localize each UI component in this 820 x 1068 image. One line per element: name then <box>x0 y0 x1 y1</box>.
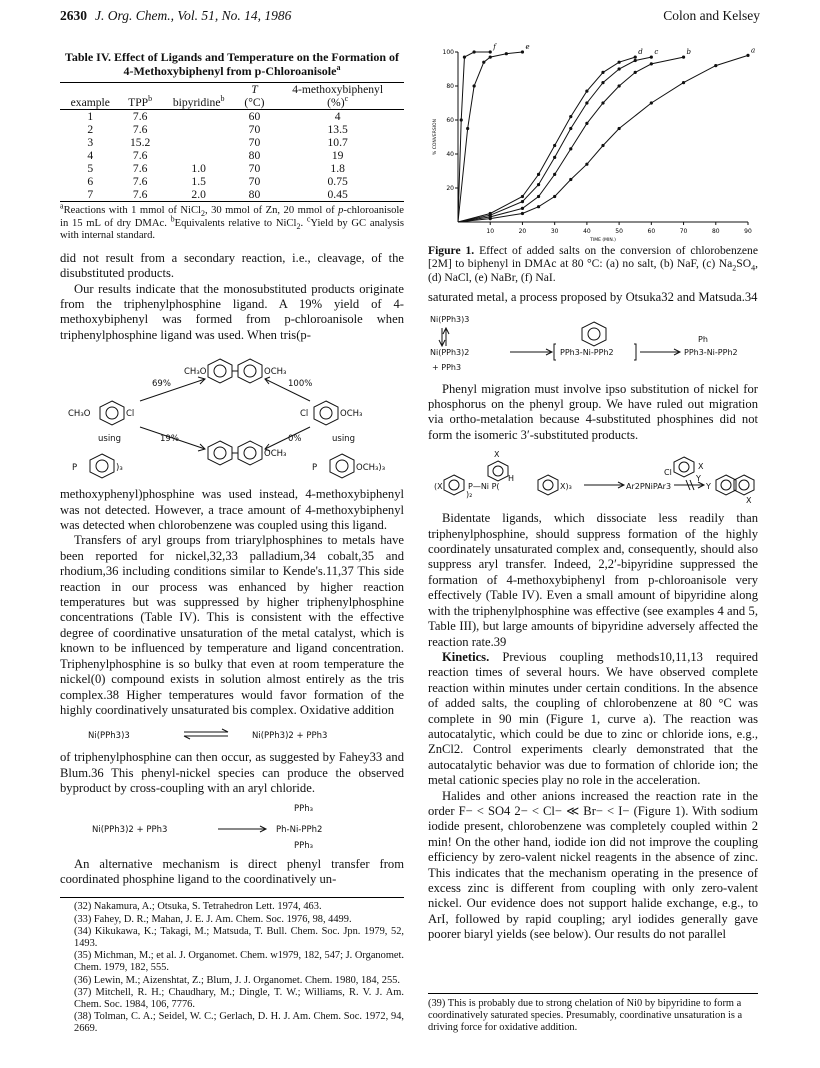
reference-item: (34) Kikukawa, K.; Takagi, M.; Matsuda, T. Bull. Chem. Soc. Jpn. 1979, 52, 1493. <box>74 925 404 949</box>
svg-text:P: P <box>312 463 318 474</box>
data-point <box>521 195 524 198</box>
th-tpp: TPP$^b$ <box>121 96 160 110</box>
scheme-ligand-comparison <box>60 349 404 481</box>
pct-bot-left: 19% <box>160 434 179 445</box>
table-cell: 1 <box>87 110 94 123</box>
table-row <box>60 110 404 124</box>
svg-text:Cl: Cl <box>664 468 672 478</box>
svg-text:Cl: Cl <box>300 409 309 420</box>
reference-item: (37) Mitchell, R. H.; Chaudhary, M.; Dingle, T. W.; Williams, R. V. J. Am. Chem. Soc. 1984, 106, 7776. <box>74 986 404 1010</box>
left-paragraph-3: methoxyphenyl)phosphine was used instead, 4-methoxybiphenyl was not detected. However, a trace amount of 4-methoxybiphenyl was detected when chlorobenzene was coupled using this ligand. <box>60 487 404 533</box>
data-point <box>585 90 588 93</box>
th-yield: (%)$^c$ <box>271 96 404 110</box>
data-point <box>521 207 524 210</box>
table-cell: 19 <box>331 149 344 162</box>
table-title: Table IV. Effect of Ligands and Temperature on the Formation of 4-Methoxybiphenyl from p-Chloroanisole$^a$ <box>64 50 400 78</box>
page-number: 2630 <box>60 8 87 23</box>
y-tick-label: 40 <box>446 151 454 158</box>
svg-text:P: P <box>72 463 78 474</box>
table-cell <box>160 149 238 162</box>
left-paragraph-6: An alternative mechanism is direct phenyl transfer from coordinated phosphine ligand to the coordinatively un- <box>60 856 404 886</box>
data-point <box>505 52 508 55</box>
data-point <box>537 173 540 176</box>
svg-text:)₂: )₂ <box>466 490 473 500</box>
svg-text:CH₃O: CH₃O <box>184 367 207 378</box>
data-point <box>521 212 524 215</box>
data-point <box>585 101 588 104</box>
data-point <box>489 212 492 215</box>
data-point <box>601 81 604 84</box>
table-cell: 5 <box>87 162 94 175</box>
svg-text:X: X <box>746 496 752 506</box>
data-point <box>489 50 492 53</box>
table-cell: 1.8 <box>330 162 345 175</box>
table-cell: 10.7 <box>327 136 348 149</box>
figure-caption: Figure 1. Effect of added salts on the conversion of chlorobenzene [2M] to biphenyl in DMAc at 80 °C: (a) no salt, (b) NaF, (c) $Na_2SO_4$, (d) NaCl, (e) NaBr, (f) NaI. <box>428 244 758 284</box>
table-cell: 2 <box>87 123 94 136</box>
svg-text:OCH₃: OCH₃ <box>264 449 287 460</box>
data-point <box>618 127 621 130</box>
right-paragraph-1: saturated metal, a process proposed by Otsuka32 and Matsuda.34 <box>428 290 758 305</box>
svg-text:X: X <box>494 450 500 460</box>
scheme2-right: PPh3-Ni-PPh2 <box>684 347 738 357</box>
series-label: a <box>751 46 756 55</box>
table-cell: 70 <box>248 123 261 136</box>
table-cell: 60 <box>248 110 261 123</box>
th-bipyridine: bipyridine$^b$ <box>160 96 238 110</box>
svg-text:Cl: Cl <box>126 409 135 420</box>
eq1-left: Ni(PPh3)3 <box>88 731 130 742</box>
series-line-b <box>458 57 684 222</box>
equation-dissociation <box>60 724 404 744</box>
table-row <box>60 149 404 162</box>
x-tick-label: 30 <box>550 228 559 235</box>
data-point <box>585 122 588 125</box>
data-point <box>553 156 556 159</box>
data-point <box>634 71 637 74</box>
scheme-ligand-svg <box>60 349 404 481</box>
x-tick-label: 10 <box>486 228 495 235</box>
data-point <box>650 62 653 65</box>
series-label: e <box>525 43 530 51</box>
data-point <box>521 200 524 203</box>
equation-oxidative-addition <box>60 803 404 851</box>
scheme-ipso-substitution <box>428 449 758 505</box>
left-column <box>60 44 404 1036</box>
series-label: c <box>654 48 659 57</box>
x-axis-label: TIME (MIN.) <box>590 238 616 243</box>
scheme2-top: Ni(PPh3)3 <box>430 314 470 324</box>
data-point <box>460 118 463 121</box>
right-paragraph-3: Bidentate ligands, which dissociate less readily than triphenylphosphine, should suppress formation of the highly coordinately unsaturated complex and, consequently, should also suppress aryl transfer. Indeed, 2,2′-bipyridine suppressed the formation of 4-methoxybiphenyl from p-chloroanisole very effectively (Table IV). Even a small amount of bipyridine along with the triphenylphosphine was effective (see examples 4 and 5, Table III), but large amounts of bipyridine adversely affected the reaction rate.39 <box>428 511 758 649</box>
y-tick-label: 20 <box>446 185 454 192</box>
scheme-ipso-svg <box>428 449 758 505</box>
data-point <box>569 178 572 181</box>
table-cell <box>160 123 238 136</box>
scheme2-plus: + PPh3 <box>432 362 462 372</box>
data-point <box>537 205 540 208</box>
th-temp: (°C) <box>238 96 272 110</box>
eq1-right: Ni(PPh3)2 + PPh3 <box>252 731 328 742</box>
left-paragraph-4: Transfers of aryl groups from triarylphosphines to metals have been reported for nickel,32,33 palladium,34 cobalt,35 and rhodium,36 including conditions similar to Kende's.11,37 This side reaction in our process was enhanced by higher reaction temperatures but was suppressed by higher triphenylphosphine concentrations (Table IV). This is consistent with the effective degree of coordinative unsaturation of the metal catalyst, which is known to be influenced by temperature and ligand concentration. Triphenylphosphine is so bulky that even at room temperature the nickel(0) compound exists in solution almost entirely as the tris complex.38 Higher temperatures would favor formation of the highly coordinatively unsaturated bis complex. Oxidative addition <box>60 533 404 717</box>
data-point <box>569 127 572 130</box>
table-row <box>60 188 404 202</box>
equation-dissociation-svg <box>60 724 404 744</box>
y-tick-label: 100 <box>442 49 454 56</box>
table-row <box>60 162 404 175</box>
equation-oa-svg <box>60 803 404 851</box>
svg-text:using: using <box>332 434 355 445</box>
reference-item: (32) Nakamura, A.; Otsuka, S. Tetrahedron Lett. 1974, 463. <box>74 901 322 913</box>
table-cell: 7.6 <box>132 175 148 188</box>
svg-text:OCH₃)₃: OCH₃)₃ <box>356 463 386 474</box>
data-point <box>463 56 466 59</box>
svg-text:OCH₃: OCH₃ <box>264 367 287 378</box>
right-paragraph-2: Phenyl migration must involve ipso substitution of nickel for phosphorus on the phenyl group. We have ruled out migration via ortho-metalation because 4-substituted phosphines did not form the isomeric 3′-substituted products. <box>428 381 758 442</box>
data-point <box>466 127 469 130</box>
x-tick-label: 20 <box>518 228 527 235</box>
data-point <box>634 56 637 59</box>
data-point <box>682 81 685 84</box>
table-cell: 7.6 <box>132 123 148 136</box>
references <box>60 897 404 1035</box>
data-point <box>601 101 604 104</box>
svg-text:Y: Y <box>696 474 701 484</box>
data-point <box>537 195 540 198</box>
data-point <box>618 61 621 64</box>
table-row <box>60 136 404 149</box>
table-cell: 7.6 <box>132 149 148 162</box>
reference-item: (36) Lewin, M.; Aizenshtat, Z.; Blum, J. J. Organomet. Chem. 1980, 184, 255. <box>74 974 400 986</box>
svg-text:Y: Y <box>706 482 711 492</box>
svg-text:CH₃O: CH₃O <box>68 409 91 420</box>
data-point <box>585 163 588 166</box>
table-cell: 7.6 <box>121 188 160 202</box>
data-table: T 4-methoxybiphenyl example TPP$^b$ bipyridine$^b$ (°C) (%)$^c$ 1 7.6 60 4 2 7.6 70 13.5 3 15.2 70 10.7 4 7.6 80 19 5 7.6 1.0 70 1.8 6 7.6 1.5 70 0.75 7 7.6 2.0 80 0.45 <box>60 82 404 202</box>
data-point <box>473 84 476 87</box>
data-point <box>601 144 604 147</box>
right-column <box>428 44 758 943</box>
pct-top-right: 100% <box>288 379 313 390</box>
y-axis-label: % CONVERSION <box>433 119 438 155</box>
svg-text:)₃: )₃ <box>116 463 123 474</box>
journal-citation: J. Org. Chem., Vol. 51, No. 14, 1986 <box>95 8 292 23</box>
data-point <box>553 144 556 147</box>
left-paragraph-5: of triphenylphosphine can then occur, as suggested by Fahey33 and Blum.36 This phenyl-nickel species can produce the observed byproduct by cross-coupling with an aryl chloride. <box>60 750 404 796</box>
series-line-f <box>458 52 490 222</box>
table-cell: 2.0 <box>160 188 238 202</box>
table-cell: 3 <box>87 136 94 149</box>
svg-text:P—Ni P(: P—Ni P( <box>468 482 500 492</box>
footnote-39: (39) This is probably due to strong chelation of Ni0 by bipyridine to form a coordinatively saturated species. Presumably, coordinative unsaturation is a driving force for oxidative addition. <box>428 993 758 1035</box>
table-cell: 70 <box>248 175 261 188</box>
table-cell: 6 <box>87 175 94 188</box>
svg-text:PPh₃: PPh₃ <box>294 803 314 814</box>
series-line-e <box>458 52 522 222</box>
x-tick-label: 60 <box>647 228 656 235</box>
reference-item: (35) Michman, M.; et al. J. Organomet. Chem. w1979, 182, 547; J. Organomet. Chem. 1979, 182, 555. <box>74 950 404 974</box>
data-point <box>650 56 653 59</box>
svg-text:PPh₃: PPh₃ <box>294 840 314 851</box>
table-cell: 70 <box>248 136 261 149</box>
right-paragraph-5: Halides and other anions increased the reaction rate in the order F− < SO4 2− < Cl− ≪ Br− < I− (Figure 1). With sodium iodide present, chlorobenzene was completely coupled within 2 min! On the other hand, iodide ion did not improve the coupling efficiency by zero-valent nickel reagents in the absence of zinc. This indicates that the mechanism operating in the presence of excess zinc is different from coupling with only zero-valent nickel. Our evidence does not support halide exchange, e.g., to ArI, followed by rapid coupling; aryl iodides generally gave poorer biaryl yields (see below). Our results do not parallel <box>428 788 758 942</box>
data-point <box>618 84 621 87</box>
reference-item: (33) Fahey, D. R.; Mahan, J. E. J. Am. Chem. Soc. 1976, 98, 4499. <box>74 913 352 925</box>
data-point <box>634 59 637 62</box>
svg-text:H: H <box>508 474 515 484</box>
data-point <box>569 115 572 118</box>
table-cell: 1.0 <box>191 162 206 175</box>
series-label: d <box>638 48 643 57</box>
data-point <box>569 147 572 150</box>
series-line-a <box>458 55 748 222</box>
reference-item: (38) Tolman, C. A.; Seidel, W. C.; Gerlach, D. H. J. Am. Chem. Soc. 1972, 94, 2669. <box>74 1011 404 1035</box>
data-point <box>553 173 556 176</box>
eq2-right: Ph-Ni-PPh2 <box>276 824 323 835</box>
data-point <box>650 101 653 104</box>
eq2-left: Ni(PPh3)2 + PPh3 <box>92 824 168 835</box>
table-row <box>60 123 404 136</box>
scheme-phenyl-migration <box>428 312 758 376</box>
table-cell: 80 <box>238 188 272 202</box>
data-point <box>489 56 492 59</box>
series-label: b <box>686 48 692 57</box>
running-authors: Colon and Kelsey <box>663 8 760 23</box>
figure-1 <box>428 43 758 243</box>
data-point <box>682 56 685 59</box>
scheme2-left: Ni(PPh3)2 <box>430 347 470 357</box>
table-cell: 7.6 <box>132 110 148 123</box>
x-tick-label: 70 <box>679 228 688 235</box>
table-cell: 0.45 <box>271 188 404 202</box>
series-label: f <box>493 43 496 51</box>
table-cell: 7.6 <box>132 162 148 175</box>
data-point <box>746 54 749 57</box>
y-tick-label: 80 <box>446 83 454 90</box>
page-header <box>60 8 760 30</box>
table-cell: 1.5 <box>191 175 206 188</box>
svg-text:X: X <box>698 462 704 472</box>
th-t-label: T <box>238 83 272 97</box>
data-point <box>473 50 476 53</box>
scheme-migration-svg <box>428 312 758 376</box>
scheme2-mid: PPh3-Ni-PPh2 <box>560 347 614 357</box>
data-point <box>537 183 540 186</box>
table-cell <box>160 136 238 149</box>
data-point <box>714 64 717 67</box>
th-example: example <box>60 96 121 110</box>
table-cell: 13.5 <box>327 123 348 136</box>
scheme3-right: Ar2PNiPAr3 <box>626 482 672 492</box>
right-paragraph-4: Kinetics. Previous coupling methods10,11,13 required reaction times of several hours. We have observed complete reaction within minutes under certain conditions. In the absence of added salts, the coupling of chlorobenzene at 80 °C was complete in 90 min (Figure 1, curve a). The reaction was autocatalytic, which could be due to zinc or chloride ions, e.g., ZnCl2. Control experiments clearly demonstrated that the autocatalytic behavior was due to formation of chloride ion; the metal cationic species play no role in the acceleration. <box>428 649 758 788</box>
table-cell <box>160 110 238 124</box>
table-row <box>60 175 404 188</box>
left-paragraph-2: Our results indicate that the monosubstituted products originate from the triphenylphosphine ligand. A 19% yield of 4-methoxybiphenyl was formed from p-chloroanisole when triphenylphosphine ligand was used. When tris(p- <box>60 281 404 342</box>
scheme2-ph: Ph <box>698 334 708 344</box>
svg-text:OCH₃: OCH₃ <box>340 409 363 420</box>
table-cell: 7 <box>60 188 121 202</box>
data-point <box>618 67 621 70</box>
x-tick-label: 40 <box>583 228 591 235</box>
conversion-chart <box>428 43 758 243</box>
x-tick-label: 90 <box>744 228 752 235</box>
table-cell: 70 <box>248 162 261 175</box>
svg-text:(X: (X <box>434 482 443 492</box>
data-point <box>601 71 604 74</box>
data-point <box>553 195 556 198</box>
y-tick-label: 60 <box>446 117 454 124</box>
table-cell: 4 <box>87 149 94 162</box>
table-cell: 4 <box>334 110 341 123</box>
data-point <box>482 61 485 64</box>
table-cell: 0.75 <box>327 175 348 188</box>
x-tick-label: 50 <box>615 228 623 235</box>
svg-text:using: using <box>98 434 121 445</box>
table-cell: 80 <box>248 149 261 162</box>
left-paragraph-1: did not result from a secondary reaction, i.e., cleavage, of the disubstituted products. <box>60 250 404 281</box>
pct-top-left: 69% <box>152 379 171 390</box>
svg-text:X)₃: X)₃ <box>560 482 572 492</box>
table-footnote: $^a$Reactions with 1 mmol of NiCl$_2$, 30 mmol of Zn, 20 mmol of p-chloroanisole in 15 mL of dry DMAc. $^b$Equivalents relative to NiCl$_2$. $^c$Yield by GC analysis with internal standard. <box>60 201 405 242</box>
table-cell: 15.2 <box>129 136 151 149</box>
data-point <box>521 50 524 53</box>
x-tick-label: 80 <box>711 228 720 235</box>
pct-bot-right: 0% <box>288 434 302 445</box>
